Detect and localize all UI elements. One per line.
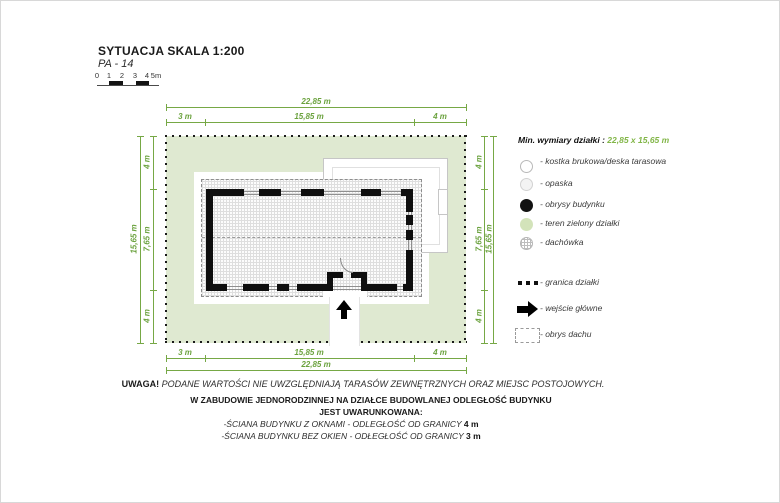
dim-total-height-left: 15,65 m xyxy=(129,224,139,254)
dim-right-margin-top: 4 m xyxy=(433,112,447,121)
dim-top-margin-left: 4 m xyxy=(142,155,152,169)
main-entrance-arrow-icon xyxy=(336,300,352,310)
distance-rule-no-windows-value: 3 m xyxy=(466,431,481,441)
dimension-line xyxy=(140,136,141,343)
dimension-tick xyxy=(466,104,467,111)
distance-rule-windows-value: 4 m xyxy=(463,419,479,429)
entrance-arrow-head xyxy=(528,301,538,317)
dimension-line xyxy=(153,136,154,343)
warning-note-text: PODANE WARTOŚCI NIE UWZGLĘDNIAJĄ TARASÓW ZEWNĘTRZNYCH ORAZ MIEJSC POSTOJOWYCH. xyxy=(159,379,605,389)
boundary-dots-icon xyxy=(518,281,522,285)
legend-item-label: - obrys dachu xyxy=(540,329,592,339)
dimension-tick xyxy=(414,119,415,126)
plot-boundary-top xyxy=(165,135,467,137)
entrance-arrow-stem xyxy=(517,306,528,313)
dimension-tick xyxy=(150,189,157,190)
wall-segment xyxy=(327,272,343,278)
dimension-tick xyxy=(137,136,144,137)
scalebar-label: 5m xyxy=(150,71,162,80)
legend-item-label: - granica działki xyxy=(540,277,600,287)
scalebar-label: 4 xyxy=(144,71,150,80)
dim-total-height-right: 15,65 m xyxy=(484,224,494,254)
legend-item-label: - wejście główne xyxy=(540,303,603,313)
dimension-tick xyxy=(166,367,167,374)
dim-building-height-left: 7,65 m xyxy=(142,226,152,252)
dim-building-height-right: 7,65 m xyxy=(474,226,484,252)
regulation-note-line1: W ZABUDOWIE JEDNORODZINNEJ NA DZIAŁCE BUDOWLANEJ ODLEGŁOŚĆ BUDYNKU xyxy=(190,395,552,405)
entrance-arrow-icon xyxy=(517,301,538,318)
dimension-line xyxy=(166,107,466,108)
terrace-step xyxy=(438,189,448,215)
dim-total-width-bottom: 22,85 m xyxy=(301,360,331,369)
dimension-tick xyxy=(466,119,467,126)
wall-segment xyxy=(361,189,381,196)
dimension-tick xyxy=(205,355,206,362)
dim-left-margin-top: 3 m xyxy=(178,112,192,121)
warning-note-bold: UWAGA! xyxy=(121,379,160,389)
wall-segment xyxy=(206,284,227,291)
dimension-tick xyxy=(490,343,497,344)
wall-segment xyxy=(297,284,327,291)
dimension-tick xyxy=(205,119,206,126)
plot-boundary-left xyxy=(165,135,167,343)
dimension-tick xyxy=(466,367,467,374)
wall-segment xyxy=(301,189,324,196)
dim-building-width-top: 15,85 m xyxy=(294,112,324,121)
plot-boundary-right xyxy=(464,135,466,343)
scale-bar-segment xyxy=(136,81,149,85)
page-title: SYTUACJA SKALA 1:200 xyxy=(98,44,245,58)
dim-total-width-top: 22,85 m xyxy=(301,97,331,106)
distance-rule-windows-text: -ŚCIANA BUDYNKU Z OKNAMI - ODLEGŁOŚĆ OD GRANICY xyxy=(223,419,464,429)
dimension-tick xyxy=(481,189,488,190)
wall-segment xyxy=(406,230,413,240)
green-area-circle-icon xyxy=(520,218,533,231)
wall-segment xyxy=(406,215,413,225)
main-entrance-arrow-stem xyxy=(341,310,347,319)
dimension-tick xyxy=(481,343,488,344)
dim-bottom-margin-left: 4 m xyxy=(142,309,152,323)
wall-segment xyxy=(206,189,213,291)
warning-note xyxy=(1,379,725,389)
regulation-note-line2: JEST UWARUNKOWANA: xyxy=(319,407,423,417)
roof-tile-hatch xyxy=(201,179,422,297)
wall-segment xyxy=(403,284,413,291)
wall-segment xyxy=(243,284,269,291)
dimension-tick xyxy=(166,119,167,126)
dim-building-width-bottom: 15,85 m xyxy=(294,348,324,357)
dimension-tick xyxy=(150,290,157,291)
scalebar-label: 1 xyxy=(106,71,112,80)
wall-segment xyxy=(259,189,281,196)
dimension-tick xyxy=(150,343,157,344)
boundary-dots-icon xyxy=(534,281,538,285)
wall-segment xyxy=(206,189,244,196)
scale-bar-segment xyxy=(109,81,123,85)
dim-left-margin-bottom: 3 m xyxy=(178,348,192,357)
boundary-dots-icon xyxy=(526,281,530,285)
roof-ridge-line xyxy=(202,237,421,238)
distance-rule-no-windows-text: -ŚCIANA BUDYNKU BEZ OKIEN - ODŁEGŁOŚĆ OD GRANICY xyxy=(221,431,466,441)
dimension-line xyxy=(166,358,466,359)
dimension-tick xyxy=(414,355,415,362)
roof-outline-icon xyxy=(515,328,540,343)
legend-header xyxy=(518,135,669,145)
wall-segment xyxy=(351,272,367,278)
scalebar-label: 0 xyxy=(94,71,100,80)
dimension-line xyxy=(166,370,466,371)
scalebar-label: 2 xyxy=(119,71,125,80)
building-circle-icon xyxy=(520,199,533,212)
scalebar-label: 3 xyxy=(132,71,138,80)
legend-item-label: - kostka brukowa/deska tarasowa xyxy=(540,156,667,166)
dim-top-margin-right: 4 m xyxy=(474,155,484,169)
wall-segment xyxy=(367,284,397,291)
legend-item-label: - teren zielony działki xyxy=(540,218,620,228)
legend-item-label: - dachówka xyxy=(540,237,584,247)
dim-right-margin-bottom: 4 m xyxy=(433,348,447,357)
plot-boundary-bottom xyxy=(165,341,467,343)
dim-bottom-margin-right: 4 m xyxy=(474,309,484,323)
scale-bar xyxy=(97,81,159,86)
legend-header-value: 22,85 x 15,65 m xyxy=(607,135,670,145)
distance-rule-windows xyxy=(1,419,701,429)
legend-item-label: - opaska xyxy=(540,178,573,188)
wall-segment xyxy=(406,189,413,212)
dimension-tick xyxy=(481,290,488,291)
dimension-tick xyxy=(466,355,467,362)
dimension-tick xyxy=(481,136,488,137)
band-circle-icon xyxy=(520,178,533,191)
legend-header-label: Min. wymiary działki : xyxy=(518,135,605,145)
distance-rule-no-windows xyxy=(1,431,701,441)
wall-segment xyxy=(277,284,289,291)
dimension-tick xyxy=(166,104,167,111)
legend-item-label: - obrysy budynku xyxy=(540,199,605,209)
project-code: PA - 14 xyxy=(98,58,134,70)
dimension-tick xyxy=(137,343,144,344)
dimension-line xyxy=(166,122,466,123)
paving-circle-icon xyxy=(520,160,533,173)
roof-tile-circle-icon xyxy=(520,237,533,250)
dimension-tick xyxy=(166,355,167,362)
dimension-tick xyxy=(150,136,157,137)
dimension-tick xyxy=(490,136,497,137)
